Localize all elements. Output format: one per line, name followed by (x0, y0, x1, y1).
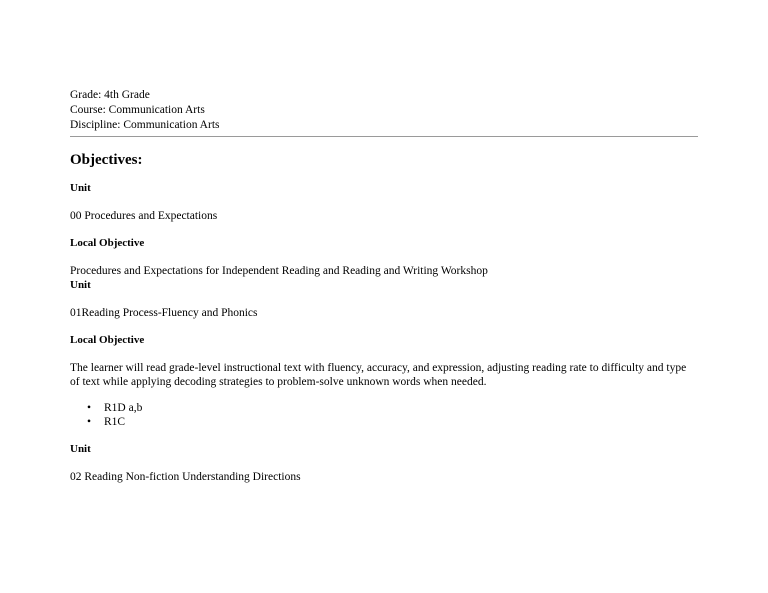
objectives-heading: Objectives: (70, 152, 143, 168)
local-objective-label: Local Objective (70, 237, 145, 249)
unit-name: 01Reading Process-Fluency and Phonics (70, 307, 258, 319)
list-item (70, 401, 698, 415)
discipline-line: Discipline: Communication Arts (70, 119, 220, 131)
unit-name: 02 Reading Non-fiction Understanding Directions (70, 471, 301, 483)
local-objective-label: Local Objective (70, 334, 145, 346)
local-objective-text: Procedures and Expectations for Independent Reading and Reading and Writing Workshop (70, 265, 488, 277)
standard-code: R1D a,b (104, 402, 143, 414)
list-item (70, 415, 698, 429)
unit-label: Unit (70, 443, 91, 455)
bullet-icon: • (87, 402, 92, 414)
standard-code: R1C (104, 416, 126, 428)
local-objective-text: The learner will read grade-level instructional text with fluency, accuracy, and expression, adjusting reading rate to difficulty and type of text while applying decoding strategies to problem-solve unknown words when needed. (70, 362, 687, 388)
unit-name: 00 Procedures and Expectations (70, 210, 218, 222)
bullet-icon: • (87, 416, 92, 428)
horizontal-divider (70, 136, 698, 137)
unit-label: Unit (70, 279, 91, 291)
unit-label: Unit (70, 182, 91, 194)
course-line: Course: Communication Arts (70, 104, 205, 116)
document-page (70, 88, 698, 484)
standards-list (70, 401, 698, 429)
grade-line: Grade: 4th Grade (70, 89, 150, 101)
